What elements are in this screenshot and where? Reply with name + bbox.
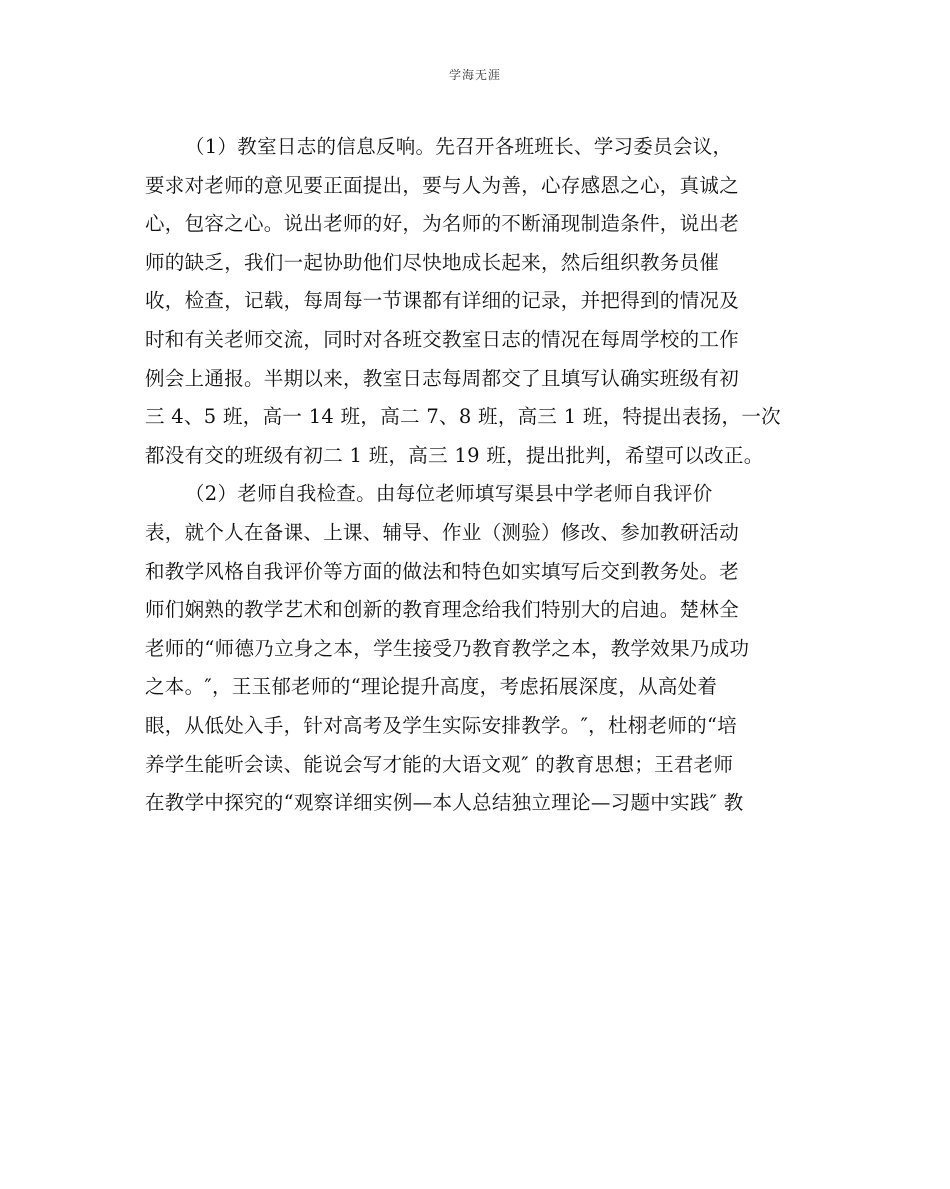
text-line: 心，包容之心。说出老师的好，为名师的不断涌现制造条件，说出老 [145,212,740,236]
text-line: 例会上通报。半期以来，教室日志每周都交了且填写认确实班级有初 [145,366,740,390]
text-line: 之本。″，王玉郁老师的“理论提升高度，考虑拓展深度，从高处着 [145,675,718,699]
text-line: 眼，从低处入手，针对高考及学生实际安排教学。″，杜栩老师的“培 [145,713,738,737]
text-line: 时和有关老师交流，同时对各班交教室日志的情况在每周学校的工作 [145,327,740,351]
text-line: （2）老师自我检查。由每位老师填写渠县中学老师自我评价 [185,482,713,506]
document-body [145,128,810,823]
text-line: 老师的“师德乃立身之本，学生接受乃教育教学之本，教学效果乃成功 [145,636,750,660]
text-line: 养学生能听会读、能说会写才能的大语文观″ 的教育思想；王君老师 [145,752,734,776]
text-line: 都没有交的班级有初二 1 班，高三 19 班，提出批判，希望可以改正。 [145,443,764,467]
text-line: 要求对老师的意见要正面提出，要与人为善，心存感恩之心，真诚之 [145,173,740,197]
text-line: 三 4、5 班，高一 14 班，高二 7、8 班，高三 1 班，特提出表扬，一次 [145,405,781,429]
text-line: 师的缺乏，我们一起协助他们尽快地成长起来，然后组织教务员催 [145,250,720,274]
text-line: 在教学中探究的“观察详细实例—本人总结独立理论—习题中实践″ 教 [145,791,744,815]
text-line: 师们娴熟的教学艺术和创新的教育理念给我们特别大的启迪。楚林全 [145,598,740,622]
text-line: 表，就个人在备课、上课、辅导、作业（测验）修改、参加教研活动 [145,520,740,544]
text-line: 和教学风格自我评价等方面的做法和特色如实填写后交到教务处。老 [145,559,740,583]
page-header: 学海无涯 [448,68,501,82]
text-line: 收，检查，记载，每周每一节课都有详细的记录，并把得到的情况及 [145,289,740,313]
text-line: （1）教室日志的信息反响。先召开各班班长、学习委员会议， [185,135,733,158]
